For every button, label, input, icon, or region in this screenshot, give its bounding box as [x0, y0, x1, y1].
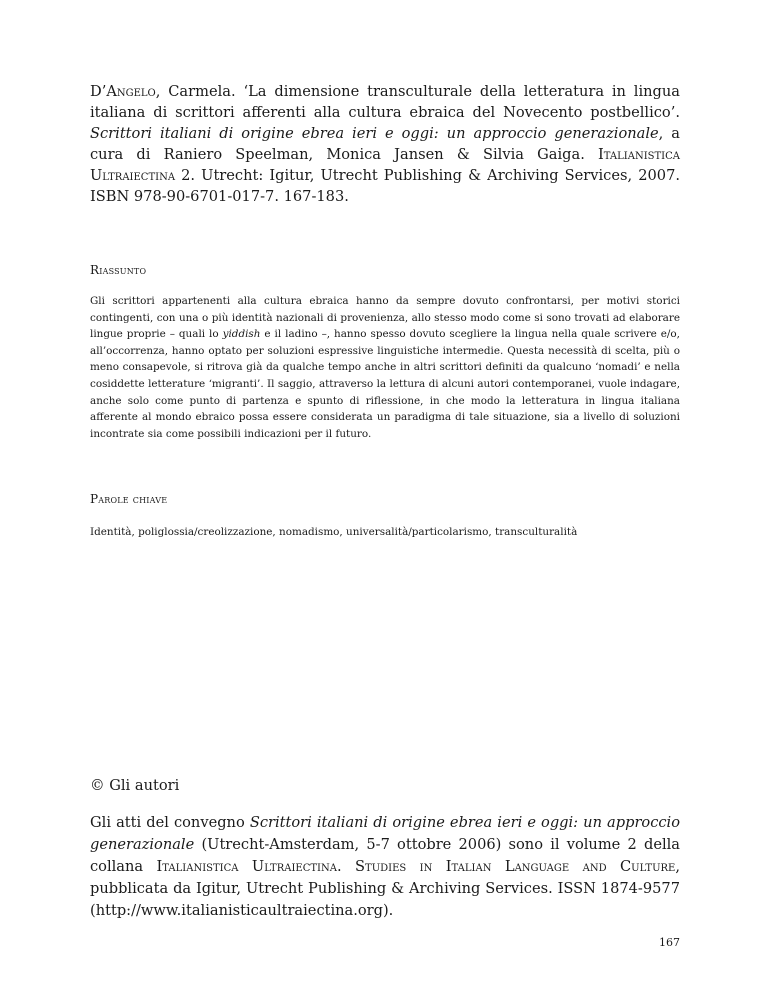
citation-book-title: Scrittori italiani di origine ebrea ieri e oggi: un approccio generazionale — [90, 125, 659, 142]
citation-editors: , a cura di Raniero Speelman, Monica Jansen & Silvia Gaiga. — [90, 125, 680, 163]
publication-notice — [90, 812, 680, 922]
page-number: 167 — [659, 936, 680, 949]
abstract-paragraph — [90, 293, 680, 442]
citation-series: Italianistica Ultraiectina — [90, 146, 680, 184]
riassunto-heading: Riassunto — [90, 263, 147, 277]
citation-paragraph — [90, 81, 680, 207]
abstract-text-start: Gli scrittori appartenenti alla cultura ebraica hanno da sempre dovuto confrontarsi, per motivi storici contingenti, con una o più identità nazionali di provenienza, allo stesso modo come si sono trovati ad elaborare lingue proprie – quali lo — [90, 295, 680, 341]
citation-publication: 2. Utrecht: Igitur, Utrecht Publishing & Archiving Services, 2007. ISBN 978-90-6701-017-7. 167-183. — [90, 167, 680, 205]
document-page — [90, 0, 680, 994]
citation-author-prefix: D’ — [90, 83, 107, 100]
copyright-line: © Gli autori — [90, 777, 180, 794]
notice-text-1: Gli atti del convegno — [90, 814, 250, 831]
notice-text-3: , pubblicata da Igitur, Utrecht Publishing & Archiving Services. ISSN 1874-9577 (http://www.italianisticaultraiectina.org). — [90, 858, 680, 919]
notice-series: Italianistica Ultraiectina. Studies in Italian Language and Culture — [156, 858, 676, 875]
abstract-text-end: e il ladino –, hanno spesso dovuto scegliere la lingua nella quale scrivere e/o, all’occorrenza, hanno optato per soluzioni espressive linguistiche intermedie. Questa necessità di scelta, più o meno consapevole, si ritrova già da qualche tempo anche in altri scrittori definiti da qualcuno ‘nomadi’ e nella cosiddette letterature ‘migranti’. Il saggio, attraverso la lettura di alcuni autori contemporanei, vuole indagare, anche solo come punto di partenza e spunto di riflessione, in che modo la letteratura in lingua italiana afferente al mondo ebraico possa essere considerata un paradigma di tale situazione, sia a livello di soluzioni incontrate sia come possibili indicazioni per il futuro. — [90, 328, 680, 440]
notice-text-2: (Utrecht-Amsterdam, 5-7 ottobre 2006) sono il volume 2 della collana — [90, 836, 680, 875]
citation-article-title: , Carmela. ‘La dimensione transculturale della letteratura in lingua italiana di scrittori afferenti alla cultura ebraica del Novecento postbellico’. — [90, 83, 680, 121]
abstract-yiddish: yiddish — [222, 328, 261, 341]
notice-title: Scrittori italiani di origine ebrea ieri e oggi: un approccio generazionale — [90, 814, 681, 853]
citation-author-surname: Angelo — [106, 83, 156, 100]
keywords-heading: Parole chiave — [90, 492, 168, 506]
keywords-text: Identità, poliglossia/creolizzazione, nomadismo, universalità/particolarismo, transculturalità — [90, 526, 578, 538]
